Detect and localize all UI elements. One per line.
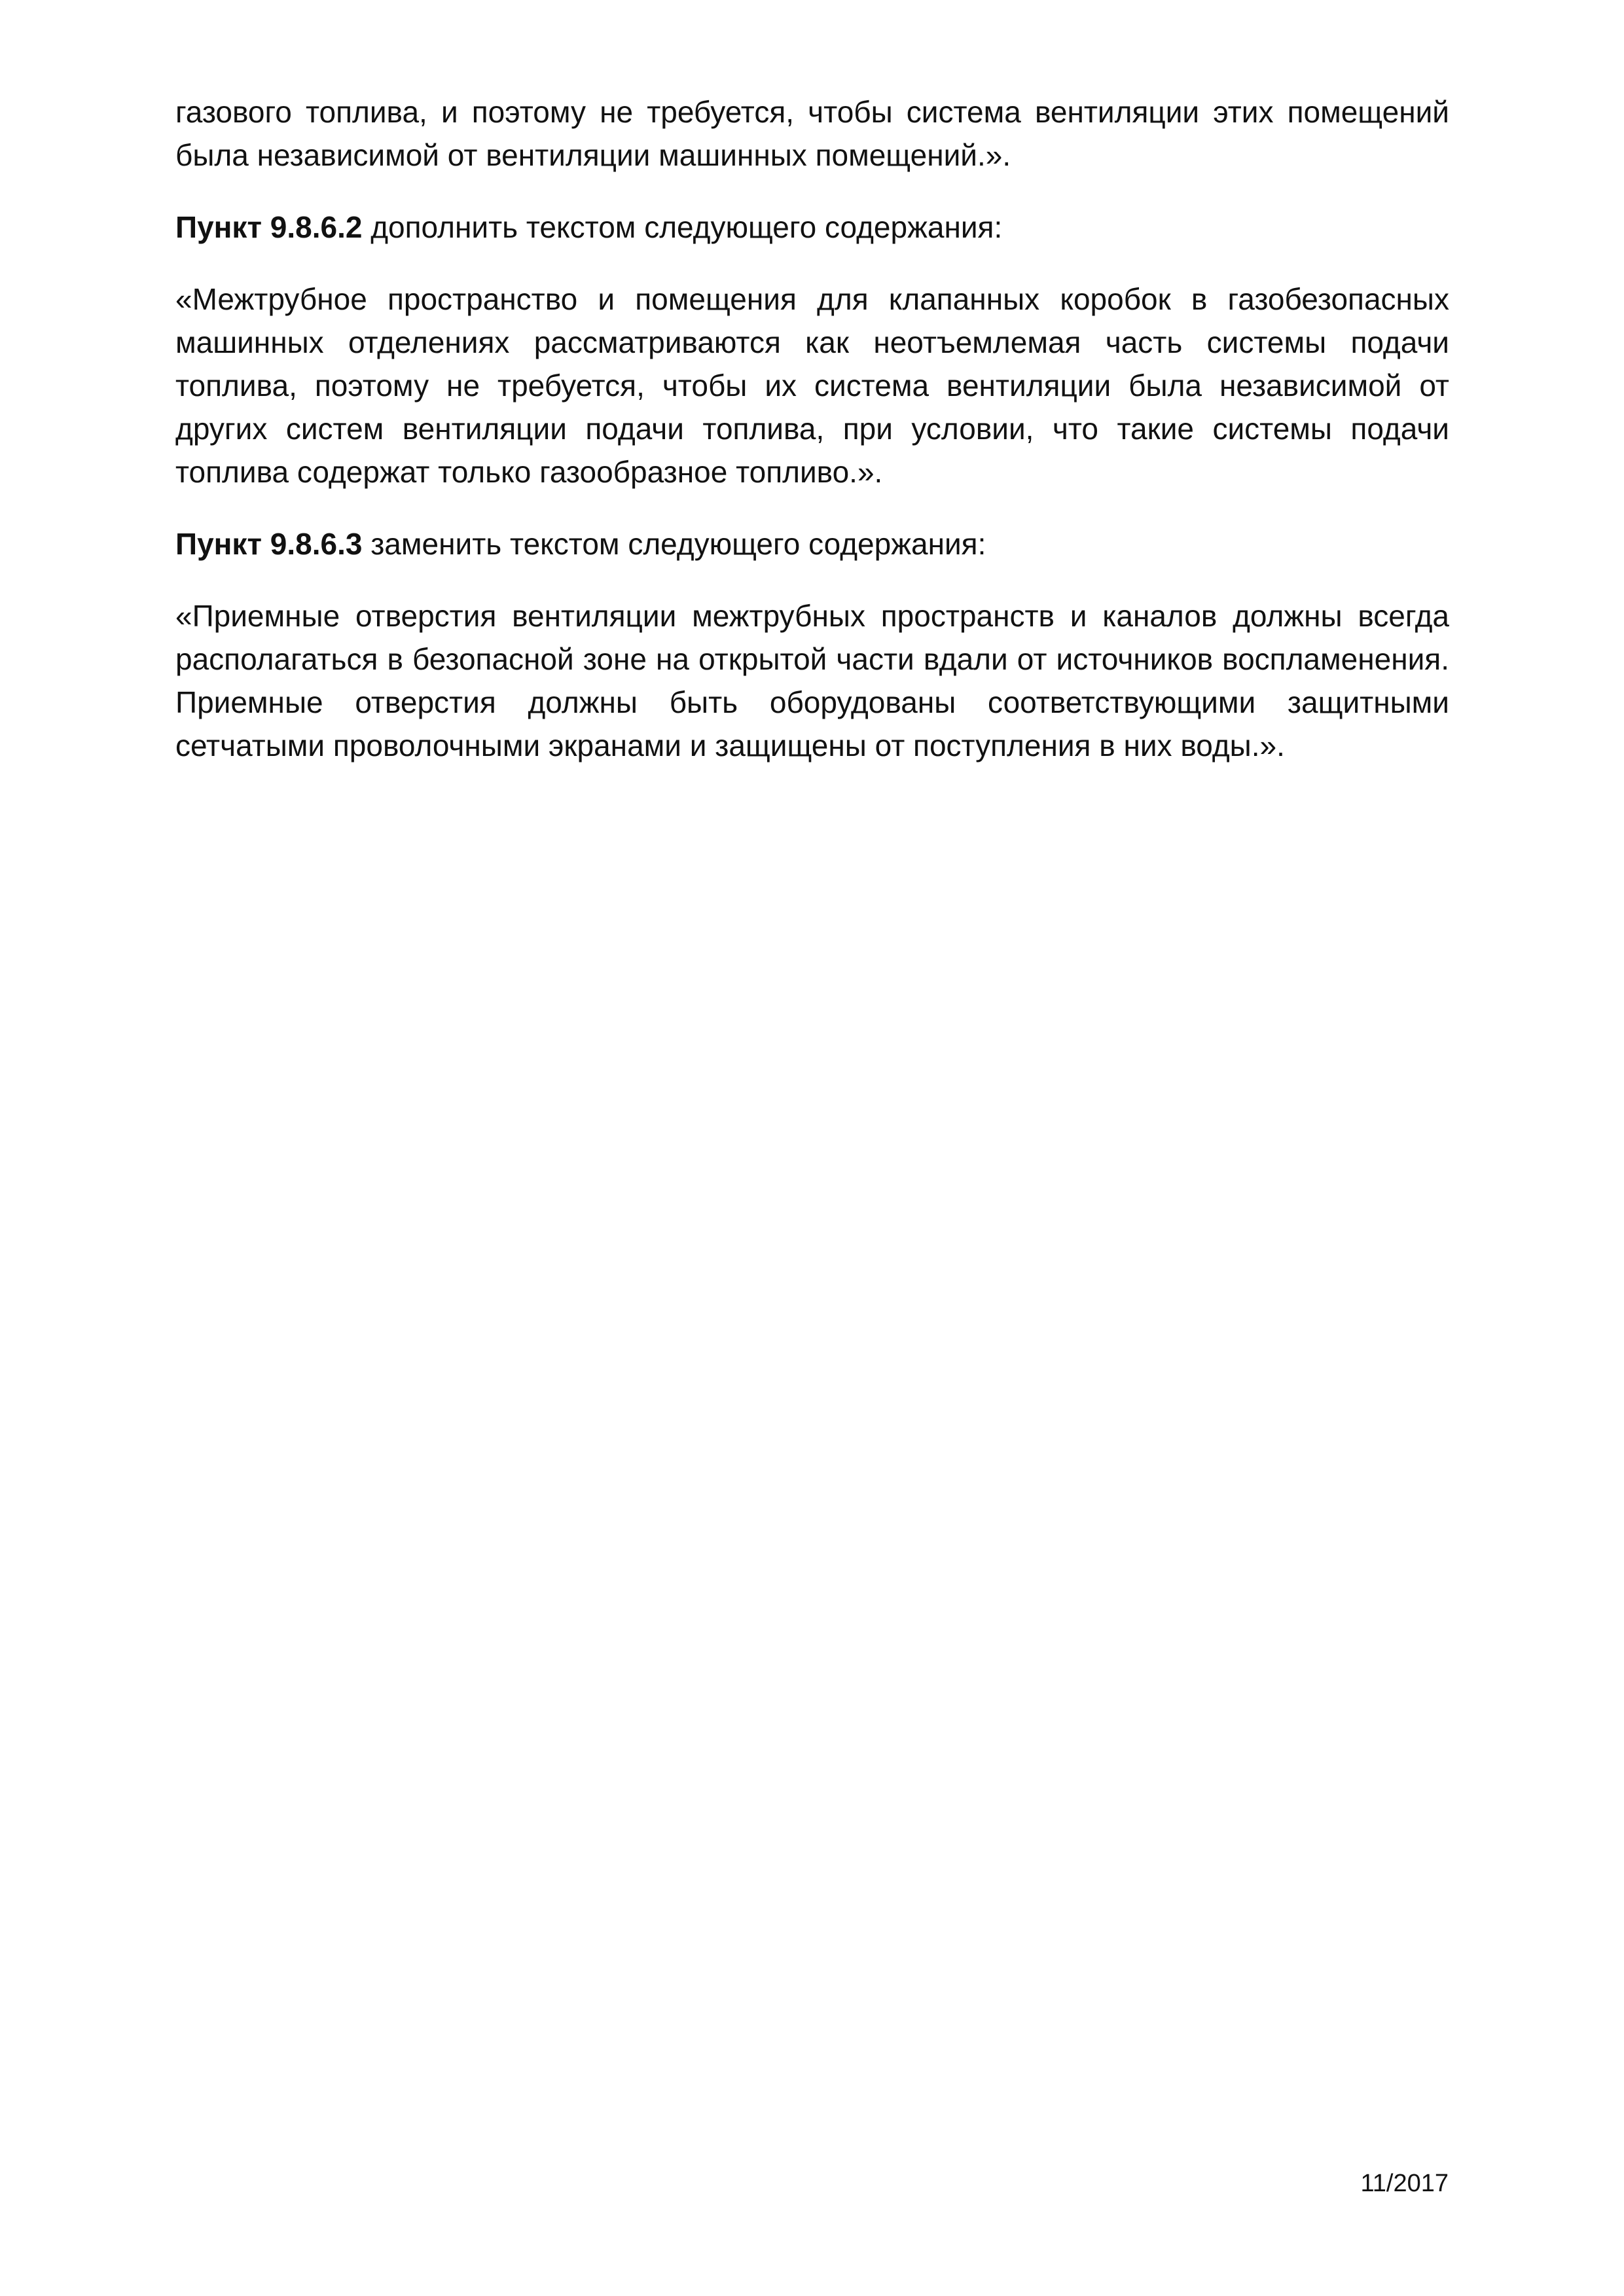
page-number: 11/2017 <box>1360 2170 1449 2197</box>
clause-number: Пункт 9.8.6.3 <box>175 527 363 561</box>
clause-heading-9-8-6-3 <box>175 522 1449 565</box>
paragraph-continuation: газового топлива, и поэтому не требуется, чтобы система вентиляции этих помещений была независимой от вентиляции машинных помещений.». <box>175 95 1449 172</box>
paragraph-quote-9-8-6-3: «Приемные отверстия вентиляции межтрубных пространств и каналов должны всегда располагаться в безопасной зоне на открытой части вдали от источников воспламенения. Приемные отверстия должны быть оборудованы соответствующими защитными сетчатыми проволочными экранами и защищены от поступления в них воды.». <box>175 599 1449 762</box>
document-body <box>175 90 1449 796</box>
clause-heading-9-8-6-2 <box>175 206 1449 249</box>
clause-number: Пункт 9.8.6.2 <box>175 210 363 244</box>
clause-instruction: заменить текстом следующего содержания: <box>362 527 986 561</box>
paragraph-quote-9-8-6-2: «Межтрубное пространство и помещения для клапанных коробок в газобезопасных машинных отделениях рассматриваются как неотъемлемая часть системы подачи топлива, поэтому не требуется, чтобы их система вентиляции была независимой от других систем вентиляции подачи топлива, при условии, что такие системы подачи топлива содержат только газообразное топливо.». <box>175 282 1449 489</box>
clause-instruction: дополнить текстом следующего содержания: <box>362 210 1003 244</box>
